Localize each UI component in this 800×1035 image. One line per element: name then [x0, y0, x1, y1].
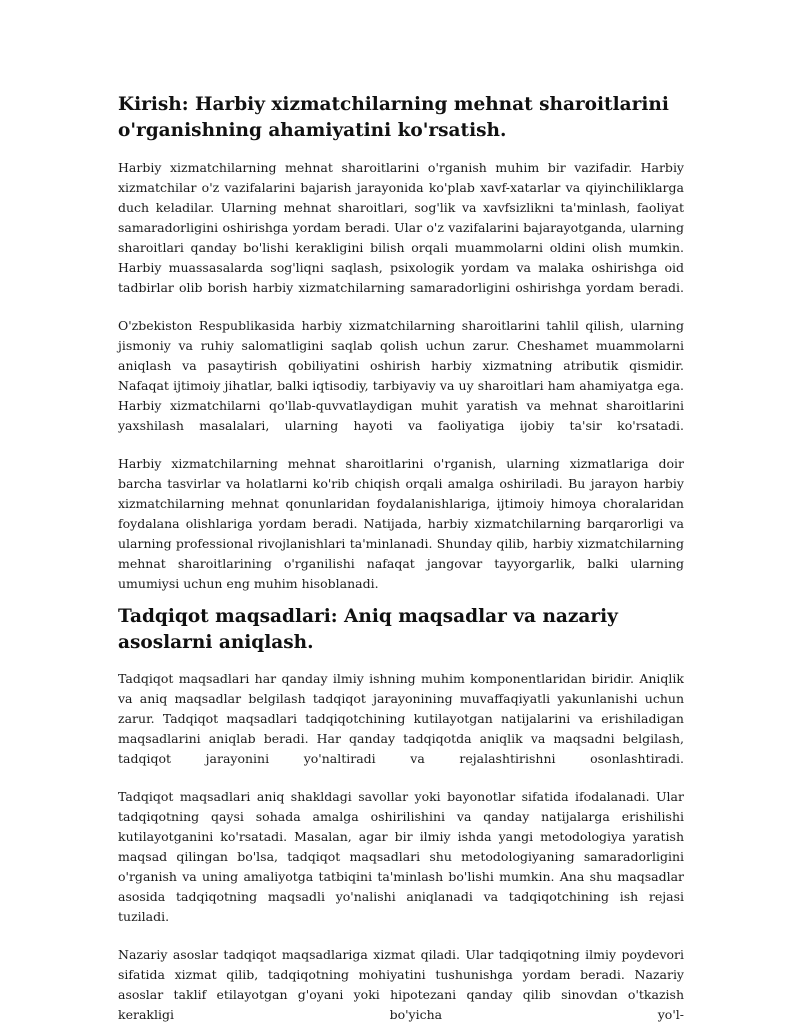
paragraph: O'zbekiston Respublikasida harbiy xizmatchilarning sharoitlarini tahlil qilish, ularning jismoniy va ruhiy salomatligini saqlab qolish uchun zarur. Cheshamet muammolarni aniqlash va pasaytirish qobiliyatini oshirish harbiy xizmatning atributik qismidir. Nafaqat ijtimoiy jihatlar, balki iqtisodiy, tarbiyaviy va uy sharoitlari ham ahamiyatga ega. Harbiy xizmatchilarni qo'llab-quvvatlaydigan muhit yaratish va mehnat sharoitlarini yaxshilash masalalari, ularning hayoti va faoliyatiga ijobiy ta'sir ko'rsatadi.: [118, 318, 684, 433]
section-heading-research-goals: Tadqiqot maqsadlari: Aniq maqsadlar va nazariy asoslarni aniqlash.: [118, 606, 618, 653]
paragraph: Harbiy xizmatchilarning mehnat sharoitlarini o'rganish muhim bir vazifadir. Harbiy xizmatchilar o'z vazifalarini bajarish jarayonida ko'plab xavf-xatarlar va qiyinchiliklarga duch keladilar. Ularning mehnat sharoitlari, sog'lik va xavfsizlikni ta'minlash, faoliyat samaradorligini oshirishga yordam beradi. Ular o'z vazifalarini bajarayotganda, ularning sharoitlari qanday bo'lishi kerakligini bilish orqali muammolarni oldini olish mumkin. Harbiy muassasalarda sog'liqni saqlash, psixologik yordam va malaka oshirishga oid tadbirlar olib borish harbiy xizmatchilarning samaradorligini oshirishga yordam beradi.: [118, 160, 684, 295]
document-page: [118, 92, 684, 1025]
section-heading-introduction: Kirish: Harbiy xizmatchilarning mehnat sharoitlarini o'rganishning ahamiyatini ko'rsatish.: [118, 94, 669, 141]
paragraph: Tadqiqot maqsadlari har qanday ilmiy ishning muhim komponentlaridan biridir. Aniqlik va aniq maqsadlar belgilash tadqiqot jarayonining muvaffaqiyatli yakunlanishi uchun zarur. Tadqiqot maqsadlari tadqiqotchining kutilayotgan natijalarini va erishiladigan maqsadlarini aniqlab beradi. Har qanday tadqiqotda aniqlik va maqsadni belgilash, tadqiqot jarayonini yo'naltiradi va rejalashtirishni osonlashtiradi.: [118, 671, 684, 766]
paragraph: Harbiy xizmatchilarning mehnat sharoitlarini o'rganish, ularning xizmatlariga doir barcha tasvirlar va holatlarni ko'rib chiqish orqali amalga oshiriladi. Bu jarayon harbiy xizmatchilarning mehnat qonunlaridan foydalanishlariga, ijtimoiy himoya choralaridan foydalana olishlariga yordam beradi. Natijada, harbiy xizmatchilarning barqarorligi va ularning professional rivojlanishlari ta'minlanadi. Shunday qilib, harbiy xizmatchilarning mehnat sharoitlarining o'rganilishi nafaqat jangovar tayyorgarlik, balki ularning umumiysi uchun eng muhim hisoblanadi.: [118, 456, 684, 591]
paragraph: Nazariy asoslar tadqiqot maqsadlariga xizmat qiladi. Ular tadqiqotning ilmiy poydevori sifatida xizmat qilib, tadqiqotning mohiyatini tushunishga yordam beradi. Nazariy asoslar taklif etilayotgan g'oyani yoki hipotezani qanday qilib sinovdan o'tkazish kerakligi bo'yicha yo'l-: [118, 947, 684, 1022]
paragraph: Tadqiqot maqsadlari aniq shakldagi savollar yoki bayonotlar sifatida ifodalanadi. Ular tadqiqotning qaysi sohada amalga oshirilishini va qanday natijalarga erishilishi kutilayotganini ko'rsatadi. Masalan, agar bir ilmiy ishda yangi metodologiya yaratish maqsad qilingan bo'lsa, tadqiqot maqsadlari shu metodologiyaning samaradorligini o'rganish va uning amaliyotga tatbiqini ta'minlash bo'lishi mumkin. Ana shu maqsadlar asosida tadqiqotning maqsadli yo'nalishi aniqlanadi va tadqiqotchining ish rejasi tuziladi.: [118, 789, 684, 924]
